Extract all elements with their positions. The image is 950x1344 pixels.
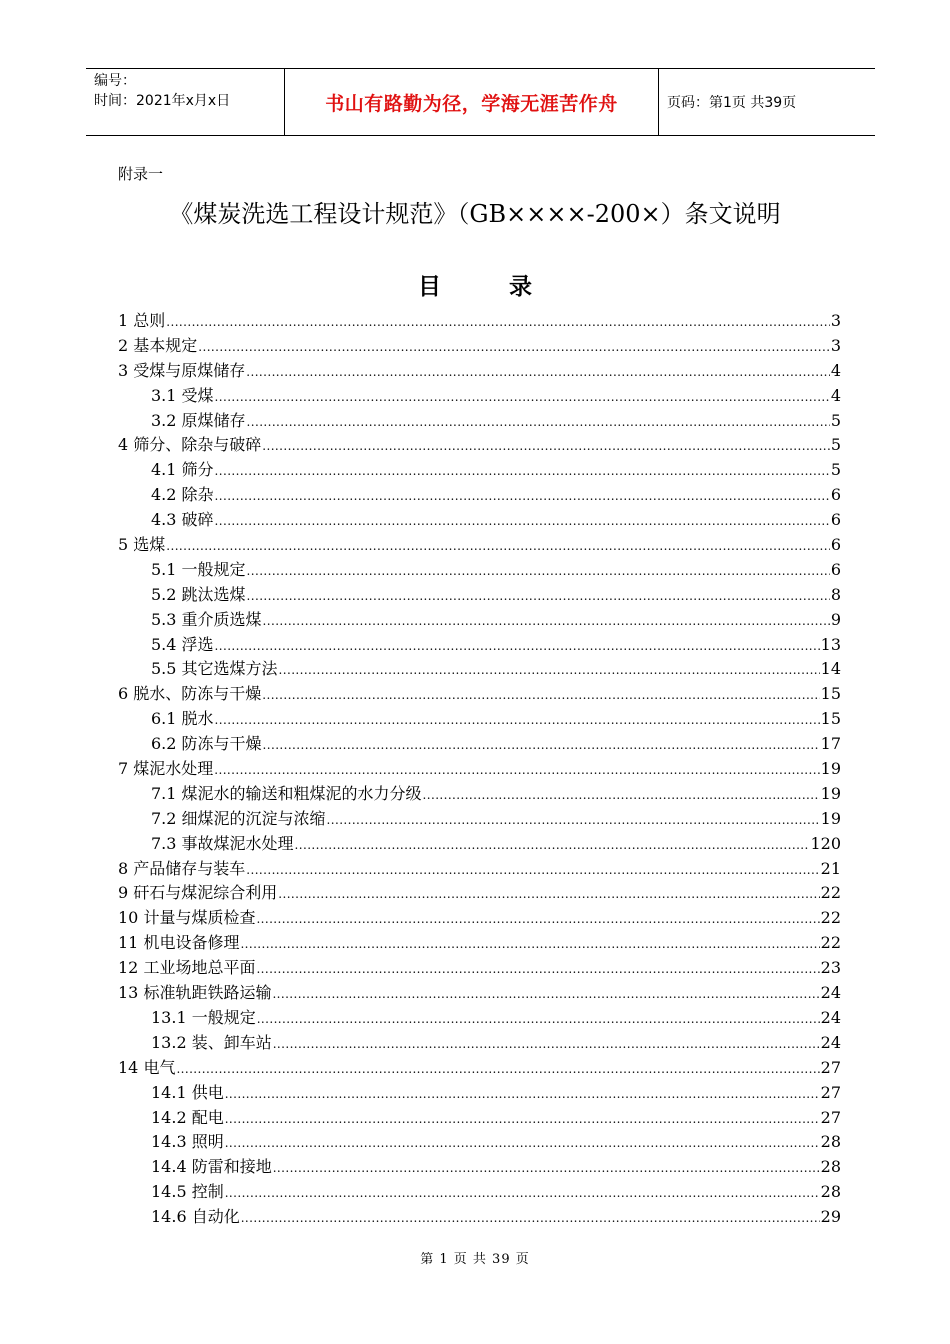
toc-entry[interactable]	[118, 433, 841, 458]
toc-entry[interactable]	[118, 1081, 841, 1106]
toc-leader-dots	[166, 534, 830, 559]
document-time-label: 时间：2021年x月x日	[94, 93, 231, 109]
toc-leader-dots	[278, 882, 819, 907]
toc-entry[interactable]	[118, 732, 841, 757]
toc-entry-title: 5.4 浮选	[151, 634, 214, 654]
toc-entry-page: 3	[830, 311, 841, 330]
toc-entry[interactable]	[118, 1056, 841, 1081]
toc-entry[interactable]	[118, 931, 841, 956]
toc-entry-page: 6	[830, 559, 841, 579]
toc-entry-page: 5	[830, 460, 841, 480]
toc-entry-title: 7 煤泥水处理	[118, 759, 214, 779]
toc-entry[interactable]	[118, 1205, 841, 1230]
toc-leader-dots	[257, 1007, 820, 1032]
toc-entry-page: 14	[820, 659, 841, 679]
header-motto: 书山有路勤为径，学海无涯苦作舟	[285, 69, 659, 135]
toc-leader-dots	[272, 982, 819, 1007]
toc-entry-title: 14.5 控制	[151, 1182, 224, 1202]
toc-entry-page: 13	[820, 634, 841, 654]
toc-entry-page: 27	[820, 1057, 841, 1077]
toc-entry-page: 19	[820, 808, 841, 828]
toc-entry[interactable]	[118, 657, 841, 682]
toc-leader-dots	[247, 584, 830, 609]
table-of-contents	[118, 309, 841, 1230]
toc-leader-dots	[256, 907, 819, 932]
toc-leader-dots	[176, 1057, 819, 1082]
toc-leader-dots	[166, 310, 830, 335]
toc-entry[interactable]	[118, 533, 841, 558]
toc-entry[interactable]	[118, 608, 841, 633]
toc-entry[interactable]	[118, 1006, 841, 1031]
header-meta	[86, 69, 285, 135]
toc-entry[interactable]	[118, 334, 841, 359]
toc-entry-title: 14.2 配电	[151, 1107, 224, 1127]
toc-entry[interactable]	[118, 832, 841, 857]
toc-entry-page: 6	[830, 510, 841, 530]
toc-leader-dots	[225, 1131, 820, 1156]
toc-entry-title: 2 基本规定	[118, 335, 198, 355]
toc-entry[interactable]	[118, 1031, 841, 1056]
toc-entry-title: 4 筛分、除杂与破碎	[118, 435, 262, 455]
toc-entry-title: 1 总则	[118, 311, 166, 330]
toc-entry-title: 5.5 其它选煤方法	[151, 659, 278, 679]
document-number-label: 编号：	[94, 73, 136, 89]
header-page-info: 页码：第1页 共39页	[667, 95, 797, 111]
toc-heading: 目 录	[417, 273, 562, 300]
toc-leader-dots	[273, 1032, 820, 1057]
toc-leader-dots	[246, 360, 830, 385]
toc-entry-page: 15	[820, 684, 841, 704]
toc-entry-page: 17	[820, 734, 841, 754]
toc-entry-page: 21	[820, 858, 841, 878]
toc-entry[interactable]	[118, 1180, 841, 1205]
toc-leader-dots	[225, 1107, 820, 1132]
toc-entry-title: 5 选煤	[118, 535, 166, 555]
toc-entry[interactable]	[118, 558, 841, 583]
toc-entry-page: 22	[820, 933, 841, 953]
toc-leader-dots	[262, 683, 819, 708]
toc-entry-title: 4.3 破碎	[151, 510, 214, 530]
toc-entry-title: 7.2 细煤泥的沉淀与浓缩	[151, 808, 326, 828]
toc-entry[interactable]	[118, 981, 841, 1006]
toc-entry-title: 12 工业场地总平面	[118, 958, 256, 978]
toc-entry[interactable]	[118, 633, 841, 658]
toc-entry-page: 27	[820, 1082, 841, 1102]
toc-entry[interactable]	[118, 483, 841, 508]
appendix-label: 附录一	[118, 165, 164, 183]
toc-entry-page: 120	[810, 833, 841, 853]
toc-entry-title: 10 计量与煤质检查	[118, 908, 256, 928]
toc-entry[interactable]	[118, 881, 841, 906]
toc-entry[interactable]	[118, 1106, 841, 1131]
toc-entry-page: 19	[820, 783, 841, 803]
toc-entry[interactable]	[118, 956, 841, 981]
toc-entry-page: 22	[820, 908, 841, 928]
toc-leader-dots	[214, 758, 819, 783]
toc-entry-title: 14.1 供电	[151, 1082, 224, 1102]
toc-entry-page: 29	[820, 1207, 841, 1227]
toc-leader-dots	[262, 434, 830, 459]
toc-entry-title: 11 机电设备修理	[118, 933, 240, 953]
toc-entry[interactable]	[118, 782, 841, 807]
toc-entry[interactable]	[118, 757, 841, 782]
toc-leader-dots	[295, 833, 810, 858]
toc-leader-dots	[273, 1156, 820, 1181]
page-footer: 第 1 页 共 39 页	[420, 1252, 530, 1267]
toc-entry[interactable]	[118, 1155, 841, 1180]
toc-leader-dots	[256, 957, 819, 982]
toc-entry[interactable]	[118, 857, 841, 882]
toc-leader-dots	[198, 335, 830, 360]
toc-entry-title: 5.1 一般规定	[151, 559, 246, 579]
toc-leader-dots	[215, 509, 830, 534]
toc-entry[interactable]	[118, 707, 841, 732]
toc-entry-title: 6.1 脱水	[151, 709, 214, 729]
toc-leader-dots	[215, 459, 830, 484]
toc-entry[interactable]	[118, 807, 841, 832]
toc-entry-title: 3.1 受煤	[151, 385, 214, 405]
toc-leader-dots	[215, 634, 820, 659]
toc-leader-dots	[215, 708, 820, 733]
toc-entry-title: 6 脱水、防冻与干燥	[118, 684, 262, 704]
toc-entry-title: 13.1 一般规定	[151, 1007, 256, 1027]
toc-entry[interactable]	[118, 458, 841, 483]
toc-entry-page: 5	[830, 410, 841, 430]
toc-entry[interactable]	[118, 682, 841, 707]
toc-leader-dots	[215, 385, 830, 410]
toc-entry-title: 7.3 事故煤泥水处理	[151, 833, 294, 853]
toc-entry-page: 22	[820, 883, 841, 903]
toc-entry[interactable]	[118, 359, 841, 384]
toc-entry[interactable]	[118, 583, 841, 608]
toc-entry-title: 14 电气	[118, 1057, 176, 1077]
toc-entry-title: 14.6 自动化	[151, 1207, 240, 1227]
document-title: 《煤炭洗选工程设计规范》（GB××××-200×）条文说明	[169, 200, 781, 228]
toc-entry-page: 6	[830, 485, 841, 505]
page-header	[86, 68, 875, 136]
toc-leader-dots	[263, 733, 820, 758]
toc-entry-page: 15	[820, 709, 841, 729]
toc-leader-dots	[279, 658, 820, 683]
toc-entry-page: 24	[820, 1032, 841, 1052]
toc-leader-dots	[241, 1206, 820, 1231]
toc-leader-dots	[263, 609, 830, 634]
toc-entry-page: 24	[820, 983, 841, 1003]
toc-entry-page: 28	[820, 1182, 841, 1202]
toc-entry-page: 5	[830, 435, 841, 455]
toc-entry[interactable]	[118, 384, 841, 409]
toc-leader-dots	[246, 858, 819, 883]
toc-entry-title: 13.2 装、卸车站	[151, 1032, 272, 1052]
toc-entry-title: 4.1 筛分	[151, 460, 214, 480]
toc-leader-dots	[225, 1181, 820, 1206]
toc-entry-title: 14.3 照明	[151, 1132, 224, 1152]
toc-entry[interactable]	[118, 309, 841, 334]
toc-leader-dots	[215, 484, 830, 509]
toc-entry-title: 6.2 防冻与干燥	[151, 734, 262, 754]
toc-entry[interactable]	[118, 508, 841, 533]
toc-entry[interactable]	[118, 1130, 841, 1155]
toc-leader-dots	[247, 559, 830, 584]
toc-entry-title: 4.2 除杂	[151, 485, 214, 505]
toc-entry-page: 9	[830, 609, 841, 629]
toc-entry-title: 8 产品储存与装车	[118, 858, 246, 878]
toc-entry-page: 6	[830, 535, 841, 555]
toc-entry-title: 3 受煤与原煤储存	[118, 360, 246, 380]
toc-entry-page: 4	[830, 360, 841, 380]
toc-entry-title: 5.2 跳汰选煤	[151, 584, 246, 604]
toc-entry-title: 7.1 煤泥水的输送和粗煤泥的水力分级	[151, 783, 422, 803]
toc-entry-page: 19	[820, 759, 841, 779]
toc-entry-title: 13 标准轨距铁路运输	[118, 983, 272, 1003]
toc-entry-page: 24	[820, 1007, 841, 1027]
toc-leader-dots	[247, 410, 830, 435]
toc-entry[interactable]	[118, 906, 841, 931]
toc-entry[interactable]	[118, 409, 841, 434]
toc-entry-page: 23	[820, 958, 841, 978]
toc-entry-page: 28	[820, 1157, 841, 1177]
toc-leader-dots	[240, 932, 819, 957]
toc-entry-page: 28	[820, 1132, 841, 1152]
toc-entry-title: 14.4 防雷和接地	[151, 1157, 272, 1177]
toc-entry-title: 5.3 重介质选煤	[151, 609, 262, 629]
toc-entry-page: 4	[830, 385, 841, 405]
toc-entry-page: 8	[830, 584, 841, 604]
toc-entry-page: 27	[820, 1107, 841, 1127]
toc-entry-title: 3.2 原煤储存	[151, 410, 246, 430]
toc-leader-dots	[327, 808, 820, 833]
toc-entry-title: 9 矸石与煤泥综合利用	[118, 883, 278, 903]
toc-leader-dots	[225, 1082, 820, 1107]
toc-leader-dots	[423, 783, 820, 808]
toc-entry-page: 3	[830, 335, 841, 355]
